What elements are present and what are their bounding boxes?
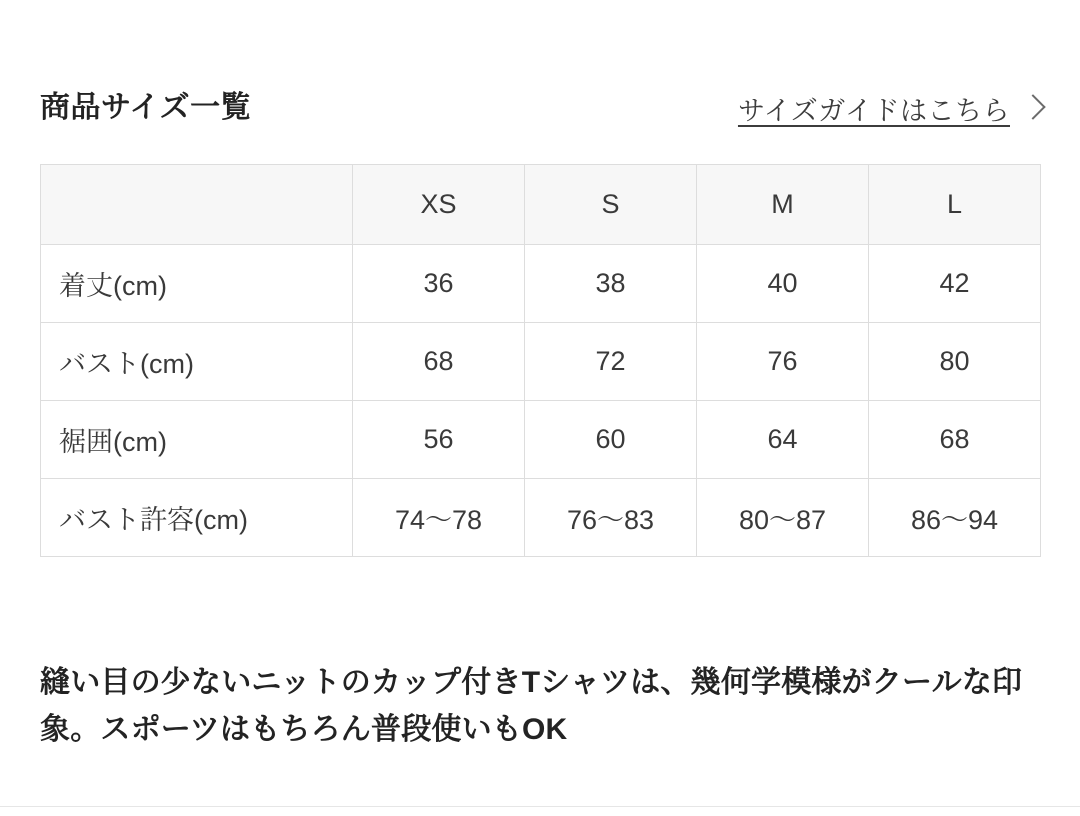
- table-corner-cell: [41, 165, 353, 245]
- column-header-s: S: [525, 165, 697, 245]
- row-label-bust: バスト(cm): [41, 323, 353, 401]
- size-table-head: [41, 165, 1041, 245]
- cell-length-xs: 36: [353, 245, 525, 323]
- cell-bust-l: 80: [869, 323, 1041, 401]
- table-row: [41, 245, 1041, 323]
- cell-bust-range-s: 76〜83: [525, 479, 697, 557]
- cell-bust-range-m: 80〜87: [697, 479, 869, 557]
- size-guide-link[interactable]: サイズガイドはこちら: [737, 95, 1010, 126]
- bottom-divider: [0, 806, 1080, 807]
- cell-length-l: 42: [869, 245, 1041, 323]
- row-label-length: 着丈(cm): [41, 245, 353, 323]
- table-row: [41, 401, 1041, 479]
- cell-bust-m: 76: [697, 323, 869, 401]
- cell-hem-m: 64: [697, 401, 869, 479]
- cell-bust-xs: 68: [353, 323, 525, 401]
- cell-length-s: 38: [525, 245, 697, 323]
- cell-hem-s: 60: [525, 401, 697, 479]
- section-header: [40, 78, 1050, 138]
- page-title: 商品サイズ一覧: [40, 91, 252, 124]
- cell-bust-range-l: 86〜94: [869, 479, 1041, 557]
- row-label-hem: 裾囲(cm): [41, 401, 353, 479]
- row-label-bust-range: バスト許容(cm): [41, 479, 353, 557]
- table-row: [41, 323, 1041, 401]
- table-row: [41, 479, 1041, 557]
- table-header-row: [41, 165, 1041, 245]
- column-header-l: L: [869, 165, 1041, 245]
- cell-hem-xs: 56: [353, 401, 525, 479]
- cell-bust-s: 72: [525, 323, 697, 401]
- cell-hem-l: 68: [869, 401, 1041, 479]
- size-table: [40, 164, 1041, 557]
- size-guide-link-wrapper[interactable]: [738, 89, 1042, 128]
- product-description: 縫い目の少ないニットのカップ付きTシャツは、幾何学模様がクールな印象。スポーツはもちろん普段使いもOK: [40, 666, 1023, 746]
- column-header-m: M: [697, 165, 869, 245]
- size-table-body: [41, 245, 1041, 557]
- column-header-xs: XS: [353, 165, 525, 245]
- chevron-right-icon: [1020, 94, 1045, 119]
- cell-bust-range-xs: 74〜78: [353, 479, 525, 557]
- cell-length-m: 40: [697, 245, 869, 323]
